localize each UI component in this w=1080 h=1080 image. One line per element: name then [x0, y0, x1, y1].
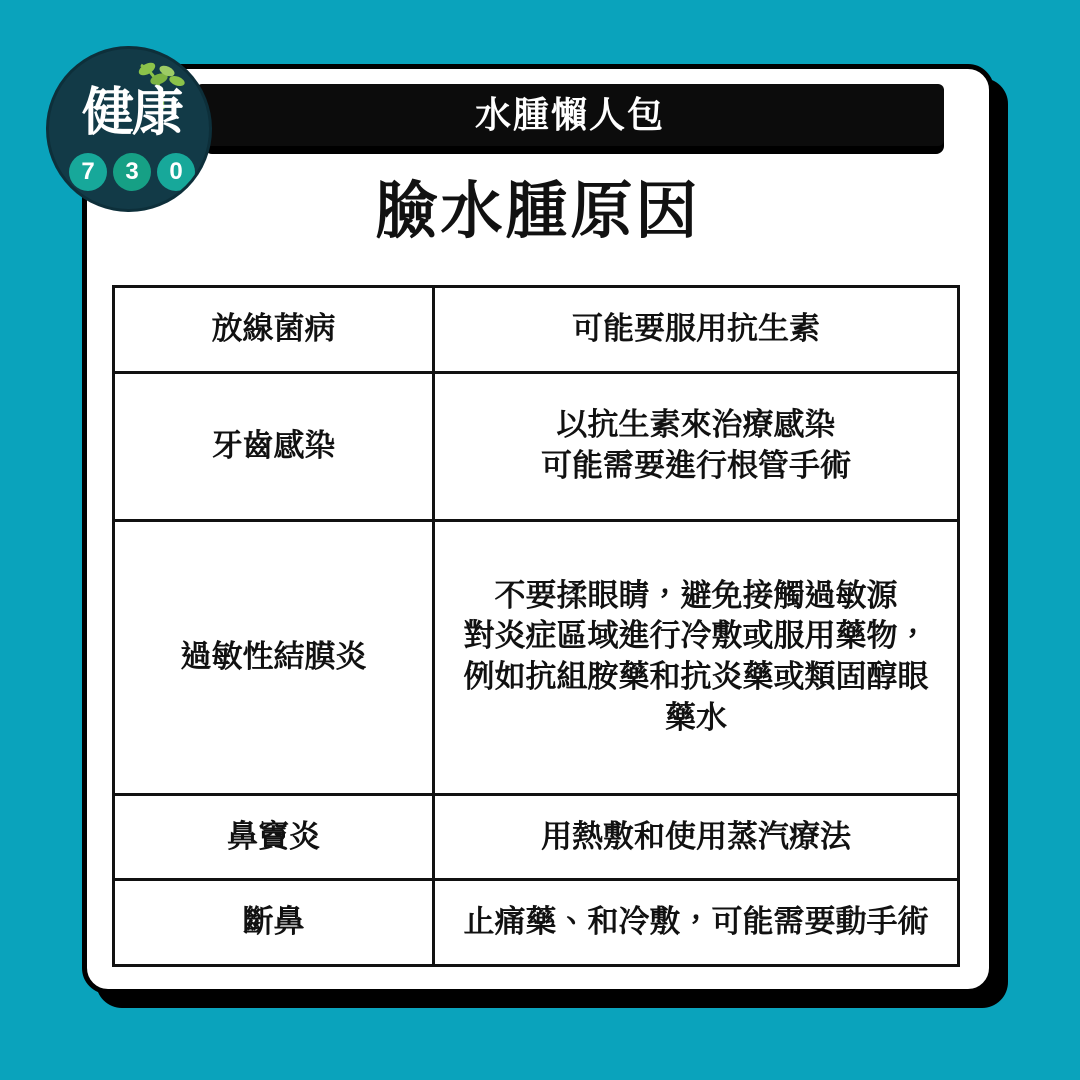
logo-number-0: 0	[157, 153, 195, 191]
cause-cell: 牙齒感染	[114, 372, 434, 520]
treatment-cell	[434, 880, 959, 966]
header-ribbon	[196, 84, 944, 146]
treatment-line: 以抗生素來治療感染	[556, 407, 836, 443]
table-row	[114, 287, 959, 373]
header-ribbon-label: 水腫懶人包	[474, 94, 665, 135]
causes-table-container	[112, 285, 960, 967]
treatment-line: 可能需要進行根管手術	[541, 448, 851, 484]
treatment-line: 例如抗組胺藥和抗炎藥或類固醇眼	[463, 659, 929, 695]
cause-cell: 放線菌病	[114, 287, 434, 373]
treatment-line: 用熱敷和使用蒸汽療法	[541, 818, 851, 854]
cause-cell: 過敏性結膜炎	[114, 520, 434, 794]
table-row	[114, 372, 959, 520]
treatment-line: 不要揉眼睛，避免接觸過敏源	[494, 577, 898, 613]
cause-cell: 鼻竇炎	[114, 794, 434, 880]
treatment-cell	[434, 372, 959, 520]
treatment-line: 可能要服用抗生素	[572, 310, 820, 346]
logo-number-7: 7	[69, 153, 107, 191]
treatment-line: 藥水	[665, 700, 727, 736]
cause-cell: 斷鼻	[114, 880, 434, 966]
treatment-cell	[434, 287, 959, 373]
table-row	[114, 794, 959, 880]
treatment-cell	[434, 520, 959, 794]
treatment-cell	[434, 794, 959, 880]
logo-number-3: 3	[113, 153, 151, 191]
table-row	[114, 880, 959, 966]
table-row	[114, 520, 959, 794]
treatment-line: 對炎症區域進行冷敷或服用藥物，	[463, 618, 929, 654]
page-title: 臉水腫原因	[375, 177, 701, 246]
treatment-line: 止痛藥、和冷敷，可能需要動手術	[463, 904, 929, 940]
logo-wordmark: 健康	[81, 84, 182, 142]
causes-table	[112, 285, 960, 967]
